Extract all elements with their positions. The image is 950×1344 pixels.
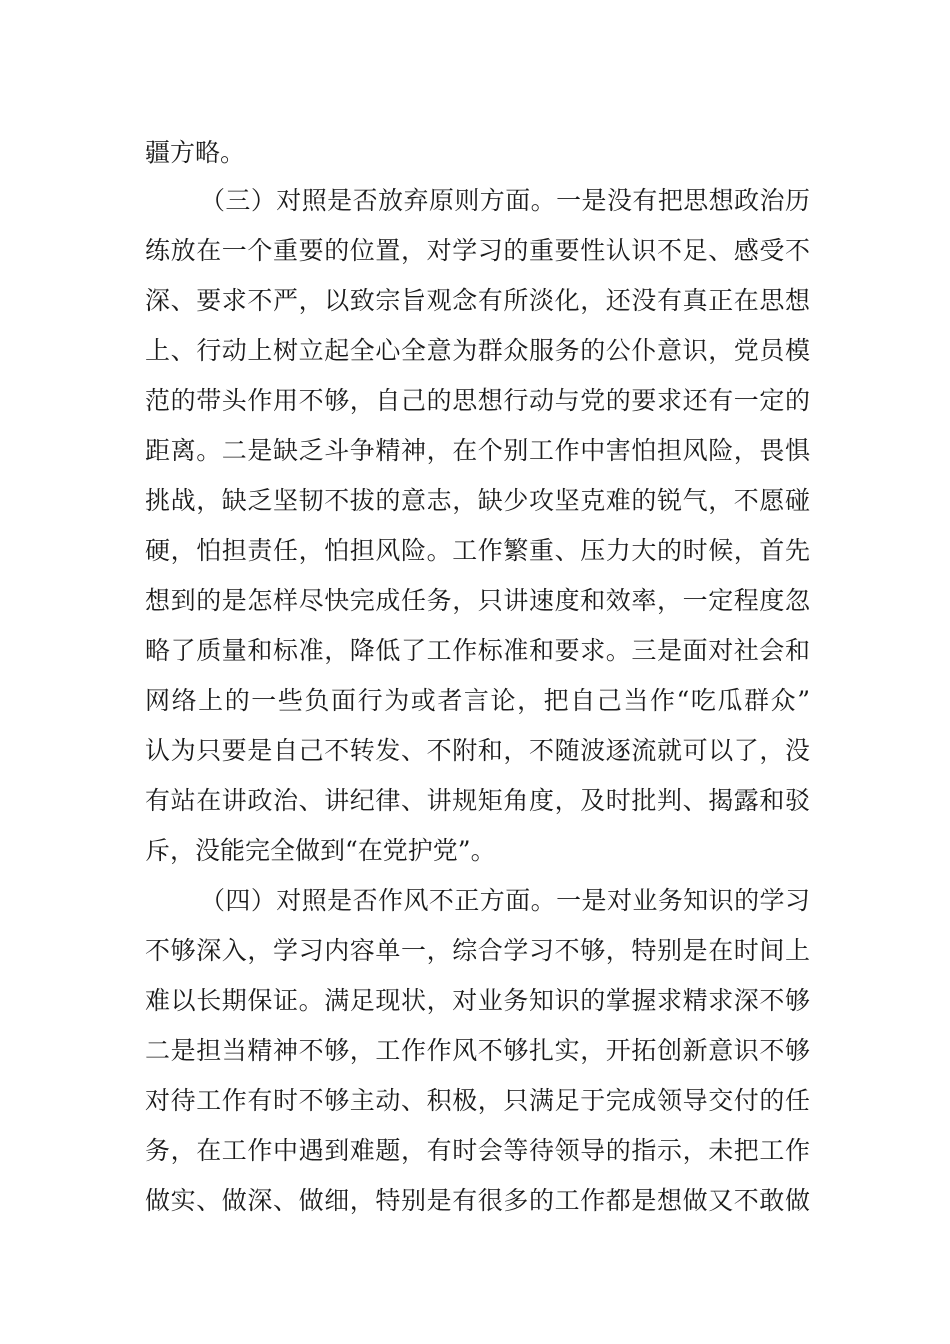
text-line: 距离。二是缺乏斗争精神，在个别工作中害怕担风险，畏惧 [145, 436, 810, 465]
text-line: 练放在一个重要的位置，对学习的重要性认识不足、感受不 [145, 236, 810, 265]
paragraph-heading-3: （三）对照是否放弃原则方面。一是没有把思想政治历 [200, 186, 810, 215]
text-line: 深、要求不严，以致宗旨观念有所淡化，还没有真正在思想 [145, 286, 810, 315]
text-line: 疆方略。 [145, 138, 246, 167]
text-line: 范的带头作用不够，自己的思想行动与党的要求还有一定的 [145, 386, 810, 415]
text-line: 二是担当精神不够，工作作风不够扎实，开拓创新意识不够 [145, 1036, 810, 1065]
text-line: 上、行动上树立起全心全意为群众服务的公仆意识，党员模 [145, 336, 810, 365]
text-line: 认为只要是自己不转发、不附和，不随波逐流就可以了，没 [145, 736, 810, 765]
text-line: 不够深入，学习内容单一，综合学习不够，特别是在时间上 [145, 936, 810, 965]
text-line: 略了质量和标准，降低了工作标准和要求。三是面对社会和 [145, 636, 810, 665]
text-line: 做实、做深、做细，特别是有很多的工作都是想做又不敢做 [145, 1186, 810, 1215]
text-line: 务，在工作中遇到难题，有时会等待领导的指示，未把工作 [145, 1136, 810, 1165]
text-line: 对待工作有时不够主动、积极，只满足于完成领导交付的任 [145, 1086, 810, 1115]
text-line: 斥，没能完全做到“在党护党”。 [145, 836, 496, 865]
text-line: 有站在讲政治、讲纪律、讲规矩角度，及时批判、揭露和驳 [145, 786, 810, 815]
paragraph-heading-4: （四）对照是否作风不正方面。一是对业务知识的学习 [200, 886, 810, 915]
text-line: 硬，怕担责任，怕担风险。工作繁重、压力大的时候，首先 [145, 536, 810, 565]
text-line: 难以长期保证。满足现状，对业务知识的掌握求精求深不够 [145, 986, 810, 1015]
text-line: 网络上的一些负面行为或者言论，把自己当作“吃瓜群众” [145, 686, 810, 715]
text-line: 想到的是怎样尽快完成任务，只讲速度和效率，一定程度忽 [145, 586, 810, 615]
text-line: 挑战，缺乏坚韧不拔的意志，缺少攻坚克难的锐气，不愿碰 [145, 486, 810, 515]
